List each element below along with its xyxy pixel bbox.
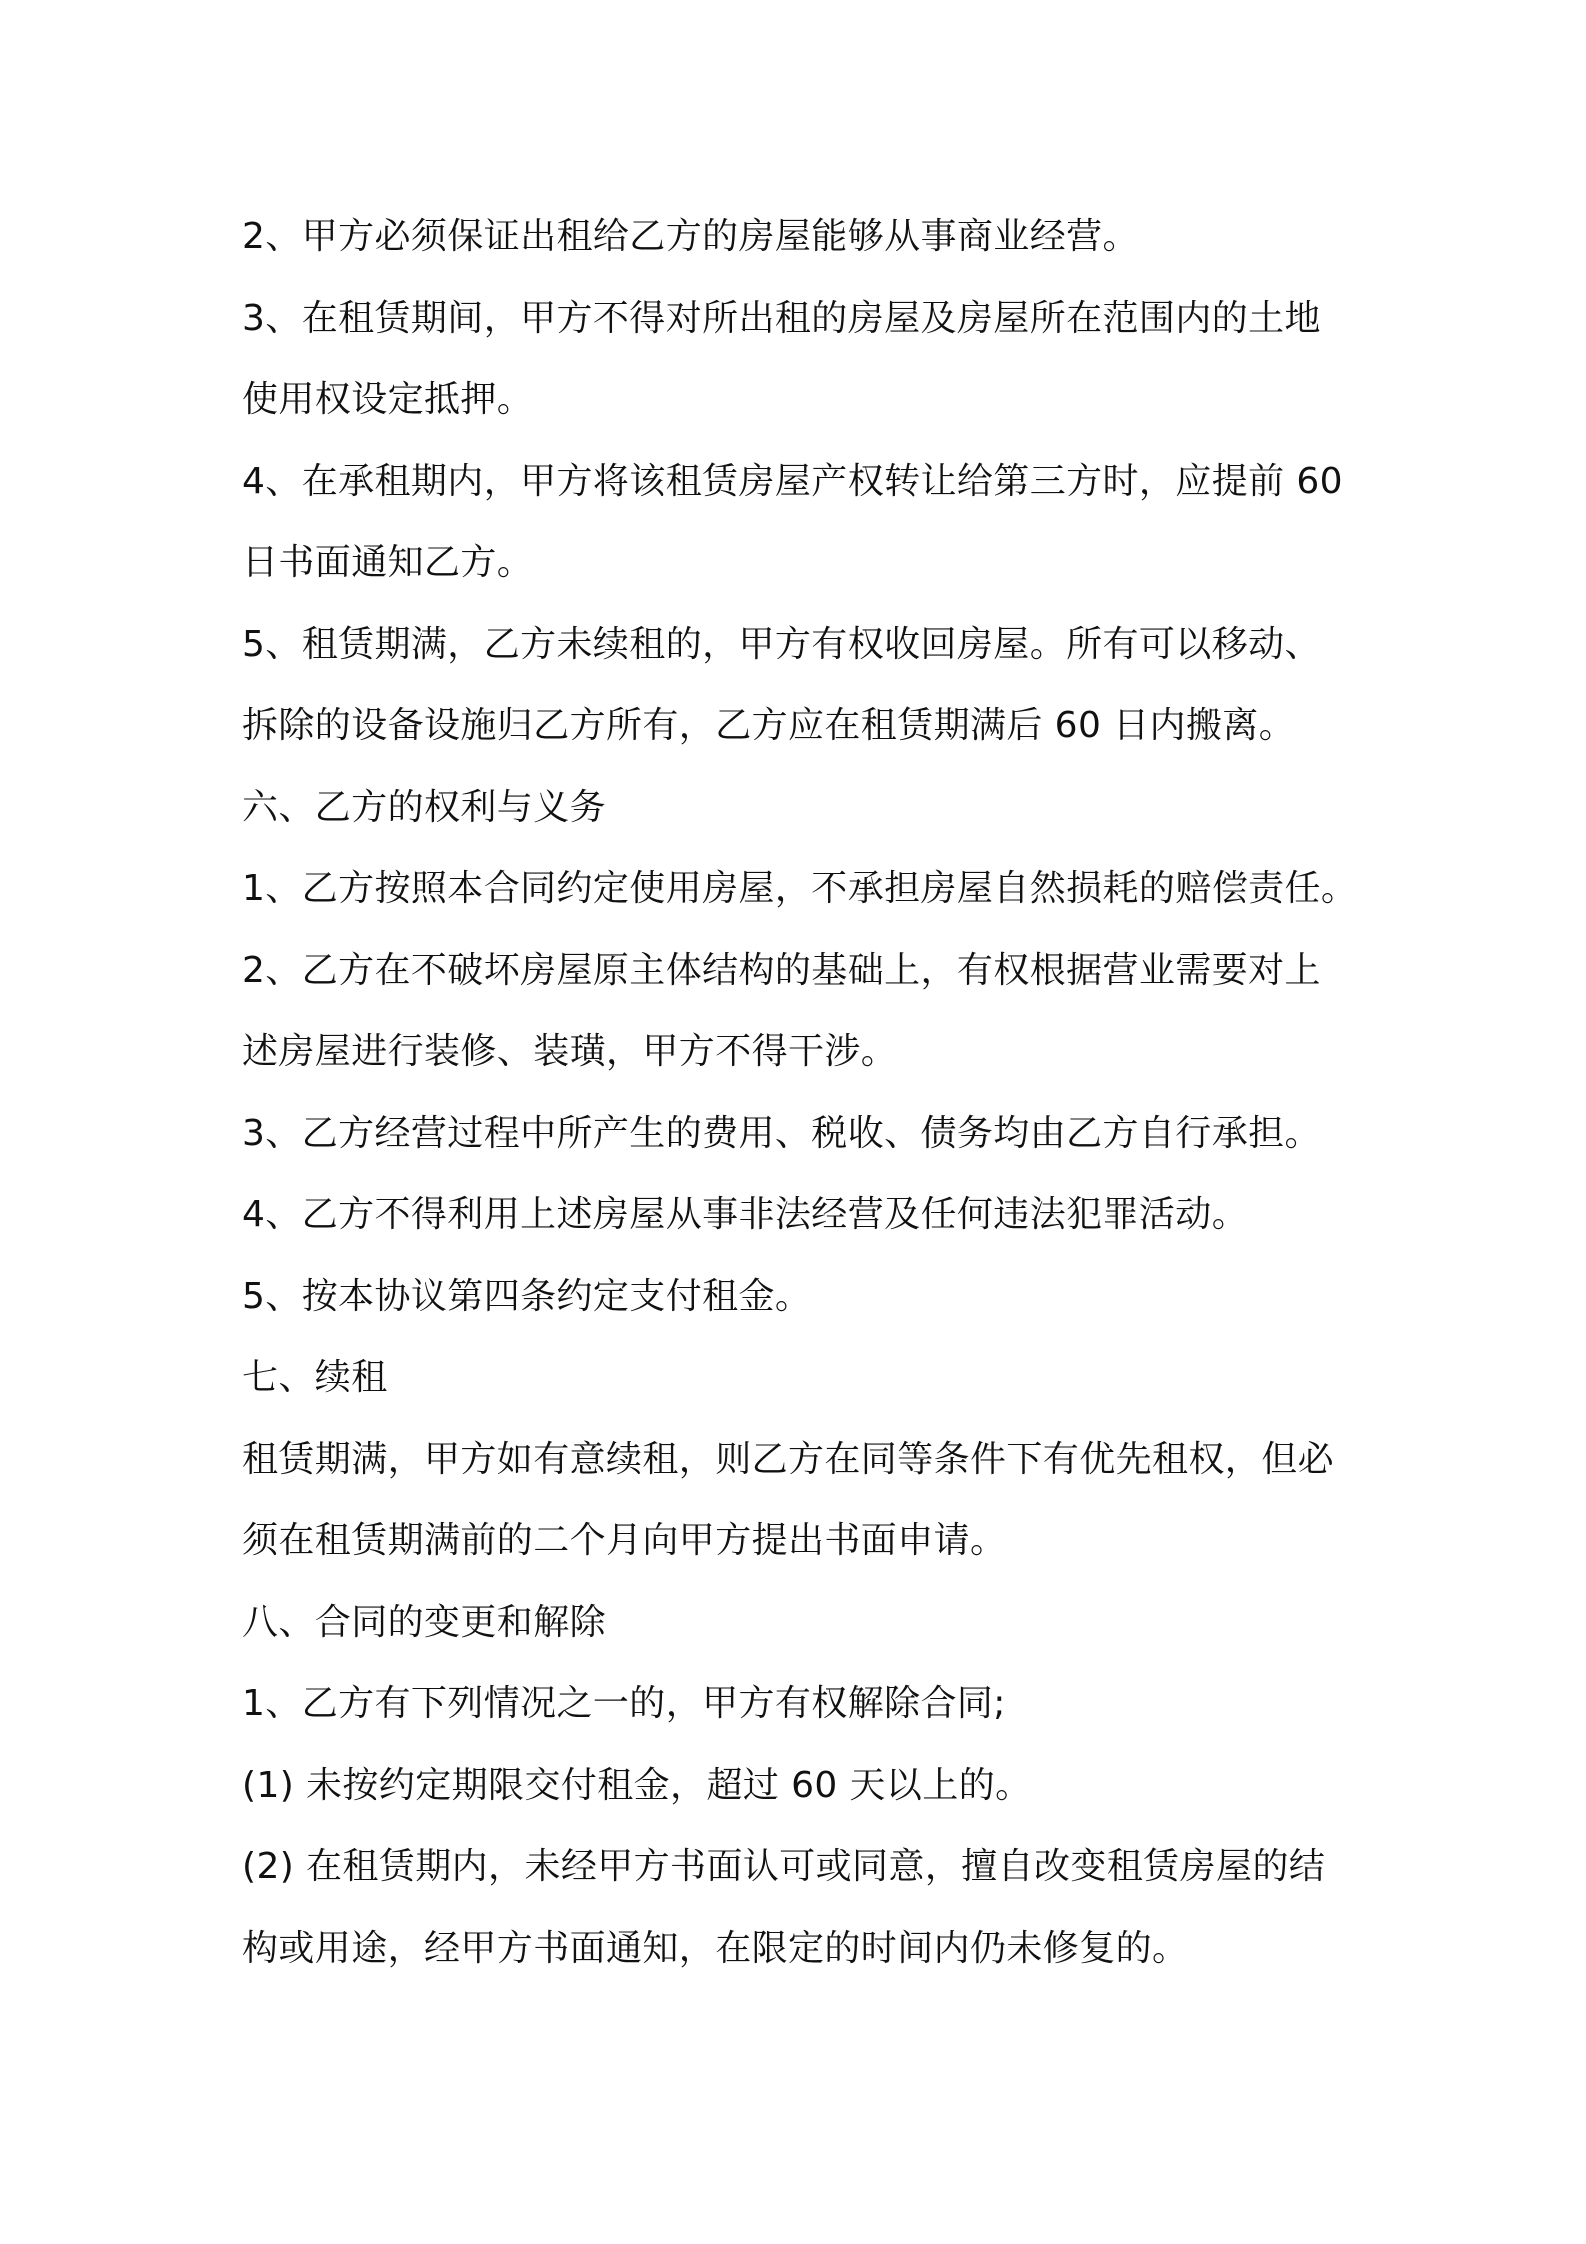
clause-line: 租赁期满，甲方如有意续租，则乙方在同等条件下有优先租权，但必	[242, 1438, 1335, 1480]
clause-line: 1、乙方有下列情况之一的，甲方有权解除合同;	[242, 1683, 1006, 1724]
clause-line: 4、在承租期内，甲方将该租赁房屋产权转让给第三方时，应提前 60	[242, 460, 1343, 502]
clause-line: 4、乙方不得利用上述房屋从事非法经营及任何违法犯罪活动。	[242, 1194, 1249, 1235]
clause-line: 构或用途，经甲方书面通知，在限定的时间内仍未修复的。	[242, 1927, 1189, 1969]
clause-line: 3、在租赁期间，甲方不得对所出租的房屋及房屋所在范围内的土地	[242, 297, 1321, 339]
clause-line: 5、租赁期满，乙方未续租的，甲方有权收回房屋。所有可以移动、	[242, 623, 1321, 665]
section-heading: 七、续租	[242, 1357, 388, 1398]
clause-line: (2) 在租赁期内，未经甲方书面认可或同意，擅自改变租赁房屋的结	[242, 1846, 1326, 1887]
clause-line: 3、乙方经营过程中所产生的费用、税收、债务均由乙方自行承担。	[242, 1112, 1321, 1154]
clause-line: (1) 未按约定期限交付租金，超过 60 天以上的。	[242, 1764, 1032, 1806]
clause-line: 1、乙方按照本合同约定使用房屋，不承担房屋自然损耗的赔偿责任。	[242, 868, 1358, 909]
clause-line: 日书面通知乙方。	[242, 542, 534, 583]
clause-line: 须在租赁期满前的二个月向甲方提出书面申请。	[242, 1520, 1007, 1561]
clause-line: 述房屋进行装修、装璜，甲方不得干涉。	[242, 1031, 898, 1072]
clause-line: 2、甲方必须保证出租给乙方的房屋能够从事商业经营。	[242, 216, 1139, 257]
section-heading: 六、乙方的权利与义务	[242, 786, 607, 828]
clause-line: 5、按本协议第四条约定支付租金。	[242, 1275, 812, 1317]
clause-line: 使用权设定抵押。	[242, 379, 534, 420]
clause-line: 2、乙方在不破坏房屋原主体结构的基础上，有权根据营业需要对上	[242, 949, 1321, 991]
contract-body	[242, 196, 1392, 1989]
clause-line: 拆除的设备设施归乙方所有，乙方应在租赁期满后 60 日内搬离。	[242, 705, 1296, 746]
section-heading: 八、合同的变更和解除	[242, 1601, 607, 1643]
